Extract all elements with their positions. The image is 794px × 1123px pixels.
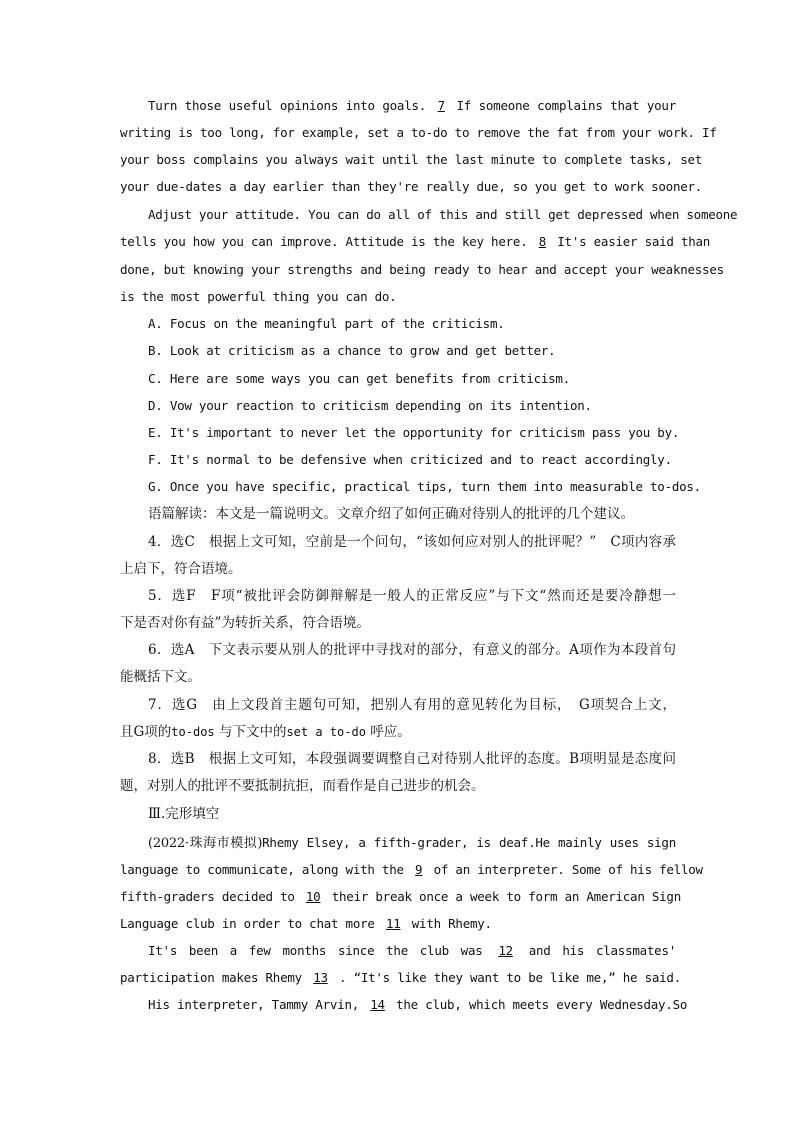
option-a: A. Focus on the meaningful part of the criticism. — [148, 316, 505, 331]
cloze-line: (2022·珠海市模拟)Rhemy Elsey, a fifth-grader, is deaf.He mainly uses sign — [148, 835, 676, 851]
answer-4-cont: 上启下，符合语境。 — [120, 561, 242, 577]
blank-9: 9 — [415, 862, 423, 877]
answer-4: 4．选C 根据上文可知，空前是一个问句，“该如何应对别人的批评呢？” C项内容承 — [148, 534, 676, 550]
option-c: C. Here are some ways you can get benefits from criticism. — [148, 371, 570, 386]
answer-6-cont: 能概括下文。 — [120, 669, 201, 685]
blank-8: 8 — [538, 234, 546, 249]
passage-line: is the most powerful thing you can do. — [120, 289, 397, 304]
section-heading: Ⅲ.完形填空 — [148, 806, 220, 822]
analysis-summary: 语篇解读：本文是一篇说明文。文章介绍了如何正确对待别人的批评的几个建议。 — [148, 506, 634, 522]
answer-7: 7．选G 由上文段首主题句可知，把别人有用的意见转化为目标， G项契合上文， — [148, 697, 676, 713]
passage-line: writing is too long, for example, set a to-do to remove the fat from your work. If — [120, 125, 717, 140]
passage-line: done, but knowing your strengths and being ready to hear and accept your weaknesses — [120, 262, 724, 277]
cloze-line: language to communicate, along with the 9 of an interpreter. Some of his fellow — [120, 862, 703, 877]
answer-6: 6．选A 下文表示要从别人的批评中寻找对的部分，有意义的部分。A项作为本段首句 — [148, 642, 676, 658]
blank-7: 7 — [437, 98, 445, 113]
option-f: F. It's normal to be defensive when criticized and to react accordingly. — [148, 452, 672, 467]
cloze-line: fifth-graders decided to 10 their break once a week to form an American Sign — [120, 889, 681, 904]
cloze-line: It's been a few months since the club was 12 and his classmates' — [148, 943, 676, 958]
cloze-line: His interpreter, Tammy Arvin, 14 the club, which meets every Wednesday.So — [148, 997, 688, 1012]
passage-line: Turn those useful opinions into goals. 7 If someone complains that your — [148, 98, 676, 113]
answer-5: 5．选F F项“被批评会防御辩解是一般人的正常反应”与下文“然而还是要冷静想一 — [148, 588, 676, 604]
option-e: E. It's important to never let the opportunity for criticism pass you by. — [148, 425, 680, 440]
answer-8-cont: 题，对别人的批评不要抵制抗拒，而看作是自己进步的机会。 — [120, 778, 485, 794]
passage-line: Adjust your attitude. You can do all of this and still get depressed when someone — [148, 207, 738, 222]
blank-12: 12 — [498, 943, 513, 958]
option-b: B. Look at criticism as a chance to grow and get better. — [148, 343, 556, 358]
passage-line: your boss complains you always wait until the last minute to complete tasks, set — [120, 152, 703, 167]
option-d: D. Vow your reaction to criticism depending on its intention. — [148, 398, 592, 413]
passage-line: your due-dates a day earlier than they're really due, so you get to work sooner. — [120, 179, 703, 194]
blank-11: 11 — [385, 916, 401, 931]
cloze-line: participation makes Rhemy 13 . “It's like they want to be like me,” he said. — [120, 970, 681, 985]
answer-8: 8．选B 根据上文可知，本段强调要调整自己对待别人批评的态度。B项明显是态度问 — [148, 751, 676, 767]
answer-5-cont: 下是否对你有益”为转折关系，符合语境。 — [120, 615, 370, 631]
option-g: G. Once you have specific, practical tips, turn them into measurable to-dos. — [148, 479, 701, 494]
blank-13: 13 — [313, 970, 328, 985]
answer-7-cont: 且G项的to-dos 与下文中的set a to-do 呼应。 — [120, 724, 411, 740]
blank-10: 10 — [305, 889, 321, 904]
blank-14: 14 — [370, 997, 385, 1012]
cloze-line: Language club in order to chat more 11 with Rhemy. — [120, 916, 492, 931]
passage-line: tells you how you can improve. Attitude is the key here. 8 It's easier said than — [120, 234, 711, 249]
